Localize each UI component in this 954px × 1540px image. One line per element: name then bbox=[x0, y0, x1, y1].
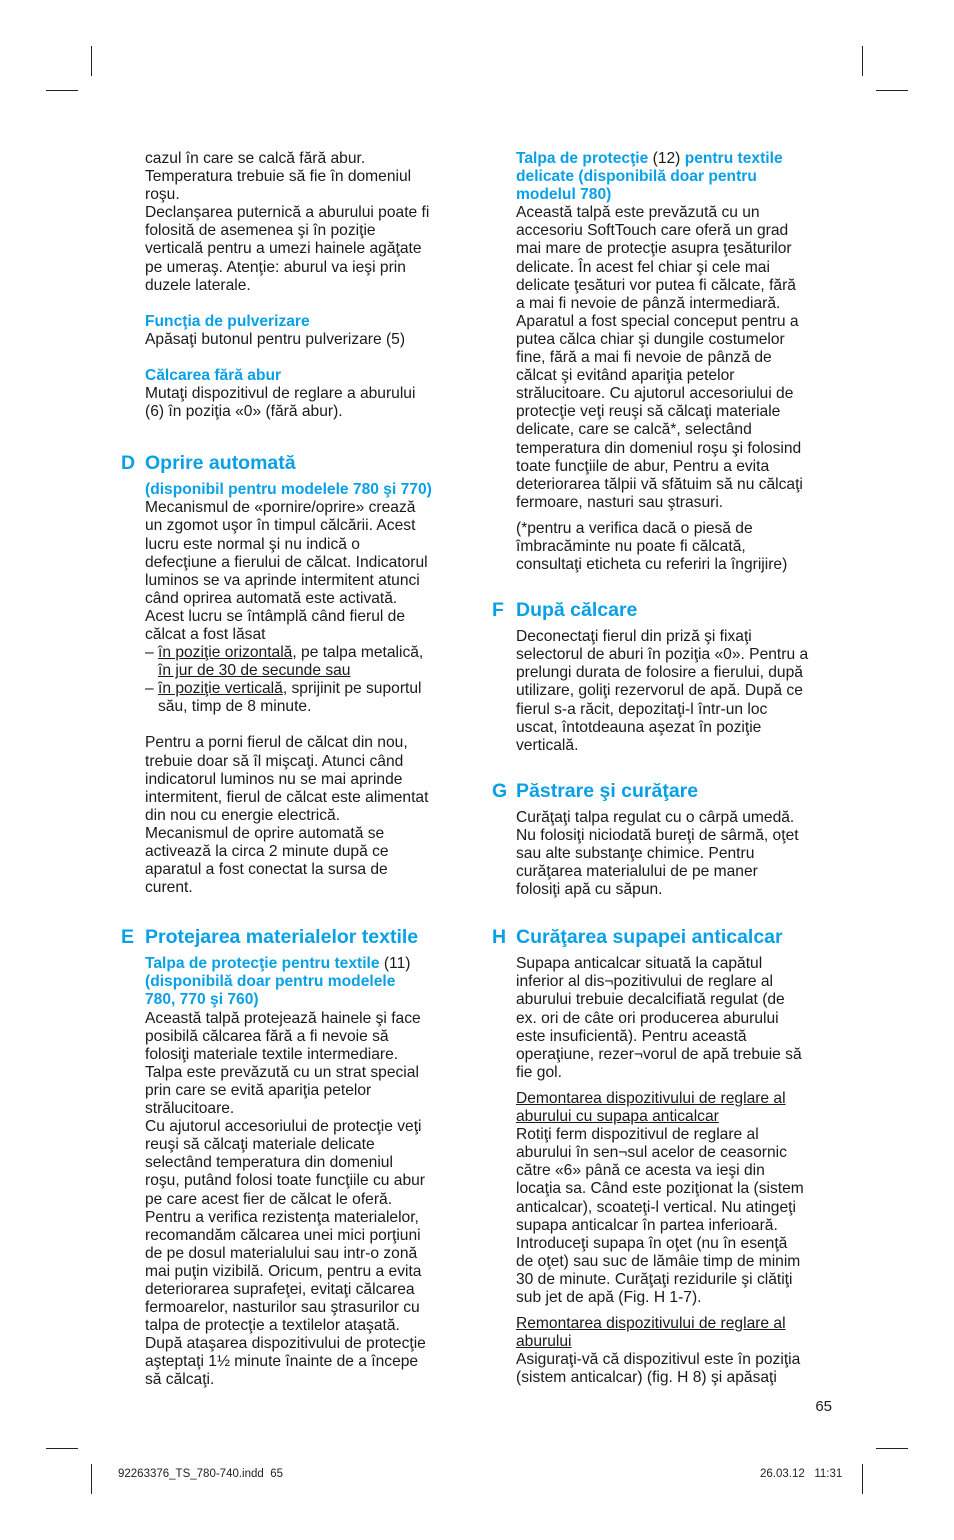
crop-mark-top-left-v bbox=[91, 46, 92, 76]
text-line: fermoarelor, nasturilor sau ştrasurilor cu bbox=[145, 1299, 420, 1317]
section-title: Curăţarea supapei anticalcar bbox=[516, 926, 783, 949]
text-line: putea călca chiar şi dungile costumelor bbox=[516, 330, 785, 348]
text-line: Deconectaţi fierul din priză şi fixaţi bbox=[516, 628, 752, 646]
crop-mark-top-right-h bbox=[876, 90, 908, 91]
subheading: delicate (disponibilă doar pentru bbox=[516, 168, 757, 186]
text-line: operaţiune, rezer¬vorul de apă trebuie să bbox=[516, 1045, 802, 1063]
text-line: este insuficientă). Pentru această bbox=[516, 1027, 747, 1045]
text-line: pe umeraş. Atenţie: aburul va ieşi prin bbox=[145, 258, 406, 276]
footer-timestamp bbox=[760, 1468, 842, 1480]
section-letter: E bbox=[121, 926, 135, 949]
text-line: fine, fără a mai fi nevoie de pânză de bbox=[516, 349, 772, 367]
text-line: folosită de asemenea şi în poziţie bbox=[145, 222, 376, 240]
text-line: sub jet de apă (Fig. H 1-7). bbox=[516, 1288, 702, 1306]
section-title: După călcare bbox=[516, 599, 638, 622]
text: , sprijinit pe suportul bbox=[282, 680, 422, 698]
text-line: când oprirea automată este activată. bbox=[145, 589, 398, 607]
list-item: – în poziţie verticală, sprijinit pe suportul său, timp de 8 minute. bbox=[145, 680, 475, 716]
text-line: delicate, care se calcă*, selectând bbox=[516, 421, 752, 439]
subheading: Talpa de protecţie bbox=[516, 150, 649, 167]
text-line: curăţarea materialului de pe maner bbox=[516, 863, 758, 881]
text-line: inferior al dis¬pozitivului de reglare al bbox=[516, 973, 773, 991]
text-line: din nou cu energie electrică. bbox=[145, 806, 341, 824]
text-line: Rotiţi ferm dispozitivul de reglare al bbox=[516, 1126, 759, 1144]
page-number: 65 bbox=[815, 1398, 832, 1415]
text-line: lucru este normal şi nu indică o bbox=[145, 535, 360, 553]
text-line: ex. ori de câte ori producerea aburului bbox=[516, 1009, 779, 1027]
section-h-body bbox=[516, 955, 846, 1082]
crop-mark-bottom-right-h bbox=[876, 1448, 908, 1449]
text-line: (*pentru a verifica dacă o piesă de bbox=[516, 519, 753, 537]
text-line: duzele laterale. bbox=[145, 276, 251, 294]
text-line: curent. bbox=[145, 879, 193, 897]
text-line: locaţia sa. Când este poziţionat la (sistem bbox=[516, 1180, 804, 1198]
text-line: călcat a fost lăsat bbox=[145, 625, 266, 643]
footer-date: 26.03.12 bbox=[760, 1468, 805, 1480]
crop-mark-bottom-right-v bbox=[862, 1464, 863, 1494]
text-line: consultaţi eticheta cu referiri la îngrijire) bbox=[516, 556, 788, 574]
underlined-subheading: Demontarea dispozitivului de reglare al bbox=[516, 1089, 786, 1107]
section-e-body bbox=[145, 1010, 475, 1390]
text-line: fierul s-a răcit, depozitaţi-l într-un loc bbox=[516, 700, 768, 718]
footer-page: 65 bbox=[270, 1468, 283, 1480]
section-title: Protejarea materialelor textile bbox=[145, 926, 419, 949]
text-line: delicate. În acest fel chiar şi cele mai bbox=[516, 258, 770, 276]
text-line: După ataşarea dispozitivului de protecţie bbox=[145, 1335, 426, 1353]
text-line: Temperatura trebuie să fie în domeniul bbox=[145, 168, 412, 186]
footer-file bbox=[118, 1468, 283, 1480]
underlined-subheading: aburului cu supapa anticalcar bbox=[516, 1108, 719, 1126]
reference-number: (12) bbox=[648, 150, 685, 167]
section-e-heading bbox=[121, 925, 475, 949]
text-line: protecţie veţi reuşi să călcaţi materiale bbox=[516, 403, 781, 421]
section-title: Păstrare şi curăţare bbox=[516, 779, 699, 802]
spray-heading: Funcţia de pulverizare bbox=[145, 312, 310, 330]
text-line: strălucitoare. Cu ajutorul accesoriului de bbox=[516, 385, 794, 403]
section-f-body bbox=[516, 628, 846, 755]
section-letter: H bbox=[492, 926, 507, 949]
reference-number: (11) bbox=[379, 955, 411, 973]
text-line: selectând temperatura din domeniul bbox=[145, 1154, 393, 1172]
text-line: de pe dosul materialului sau intr-o zonă bbox=[145, 1244, 418, 1262]
text-line: verticală pentru a umezi hainele agăţate bbox=[145, 240, 422, 258]
text-line: uscat, întotdeauna aşezat în poziţie bbox=[516, 718, 762, 736]
text-line: pe care acest fier de călcat le oferă. bbox=[145, 1190, 393, 1208]
text-line: delicate ţesături vor putea fi călcate, fără bbox=[516, 276, 796, 294]
text-line: accesoriu SoftTouch care oferă un grad bbox=[516, 222, 789, 240]
section-g-heading bbox=[492, 779, 846, 803]
dismount-body bbox=[516, 1126, 846, 1307]
underlined-subheading: aburului bbox=[516, 1333, 572, 1351]
text-line: Această talpă este prevăzută cu un bbox=[516, 204, 760, 222]
section-f-heading bbox=[492, 598, 846, 622]
text-line: sau alte substanţe chimice. Pentru bbox=[516, 845, 755, 862]
text-line: Mecanismul de «pornire/oprire» crează bbox=[145, 499, 416, 517]
section-g-body bbox=[516, 809, 846, 899]
text-line: Această talpă protejează hainele şi face bbox=[145, 1009, 421, 1027]
text-line: Curăţaţi talpa regulat cu o cârpă umedă. bbox=[516, 808, 795, 826]
text-line: Introduceţi supapa în oţet (nu în esenţă bbox=[516, 1234, 788, 1252]
crop-mark-top-right-v bbox=[862, 46, 863, 76]
section-d-heading bbox=[121, 451, 475, 475]
text-line: să călcaţi. bbox=[145, 1371, 215, 1389]
left-column bbox=[121, 150, 475, 1390]
underlined-text: în poziţie verticală bbox=[158, 680, 283, 698]
text-line: un zgomot uşor în timpul călcării. Acest bbox=[145, 517, 416, 535]
text-line: toate funcţiile de abur, Pentru a evita bbox=[516, 457, 770, 475]
subheading: modelul 780) bbox=[516, 186, 612, 204]
underlined-subheading: Remontarea dispozitivului de reglare al bbox=[516, 1315, 786, 1333]
subheading: (disponibilă doar pentru modelele bbox=[145, 973, 396, 991]
text-line: deteriorarea tălpii vă sfătuim să nu călcaţi bbox=[516, 475, 803, 493]
spray-text: Apăsaţi butonul pentru pulverizare (5) bbox=[145, 330, 406, 348]
text-line: roşu, putând folosi toate funcţiile cu abur bbox=[145, 1172, 425, 1190]
text-line: temperatura din domeniul roşu şi folosind bbox=[516, 439, 802, 457]
crop-mark-top-left-h bbox=[46, 90, 78, 91]
text-line: cazul în care se calcă fără abur. bbox=[145, 150, 366, 167]
text: , pe talpa metalică, bbox=[292, 644, 424, 662]
text-line: indicatorul luminos nu se mai aprinde bbox=[145, 770, 403, 788]
text-line: fie gol. bbox=[516, 1063, 562, 1081]
text-line: supapa anticalcar în partea inferioară. bbox=[516, 1216, 778, 1234]
section-title: Oprire automată bbox=[145, 452, 296, 475]
text-line: recomandăm călcarea unei mici porţiuni bbox=[145, 1226, 421, 1244]
text-line: (sistem anticalcar) (fig. H 8) şi apăsaţi bbox=[516, 1369, 777, 1387]
section-d-subheading: (disponibil pentru modelele 780 şi 770) bbox=[145, 481, 432, 499]
text-line: către «6» până ce acesta va ieşi din bbox=[516, 1162, 765, 1180]
text-line: Nu folosiţi niciodată bureţi de sârmă, oţet bbox=[516, 826, 799, 844]
text-line: folosiţi apă cu săpun. bbox=[516, 881, 663, 899]
dry-ironing-heading: Călcarea fără abur bbox=[145, 366, 282, 384]
text-line: talpa de protecţie a textilelor ataşată. bbox=[145, 1317, 400, 1335]
text-line: fermoare, nasturi sau ştrasuri. bbox=[516, 493, 724, 511]
text-line: verticală. bbox=[516, 736, 579, 754]
text-line: posibilă călcarea fără a fi nevoie să bbox=[145, 1027, 389, 1045]
footer-filename: 92263376_TS_780-740.indd bbox=[118, 1468, 264, 1480]
text-line: defecţiune a fierului de călcat. Indicatorul bbox=[145, 553, 428, 571]
text-line: aburului în sen¬sul acelor de ceasornic bbox=[516, 1144, 787, 1162]
text-line: prelungi durata de folosire a fierului, după bbox=[516, 664, 803, 682]
restart-paragraph bbox=[145, 734, 475, 897]
text-line: Aparatul a fost special conceput pentru a bbox=[516, 312, 799, 330]
subheading: Talpa de protecţie pentru textile bbox=[145, 955, 380, 973]
crop-mark-bottom-left-v bbox=[91, 1464, 92, 1494]
text-line: trebuie doar să îl mişcaţi. Atunci când bbox=[145, 752, 404, 770]
text-line: Declanşarea puternică a aburului poate fi bbox=[145, 204, 430, 222]
crop-mark-bottom-left-h bbox=[46, 1448, 78, 1449]
footer-time: 11:31 bbox=[814, 1468, 843, 1480]
text-line: Cu ajutorul accesoriului de protecţie veţi bbox=[145, 1118, 422, 1136]
text-line: Supapa anticalcar situată la capătul bbox=[516, 955, 763, 973]
text-line: a mai fi nevoie de pânză intermediară. bbox=[516, 294, 781, 312]
text-line: Talpa este prevăzută cu un strat special bbox=[145, 1063, 419, 1081]
underlined-text: în poziţie orizontală bbox=[158, 644, 293, 662]
text-line: îmbracăminte nu poate fi călcată, bbox=[516, 537, 746, 555]
softtouch-body bbox=[516, 204, 846, 512]
list-item: – în poziţie orizontală, pe talpa metalică, în jur de 30 de secunde sau bbox=[145, 644, 475, 680]
text-line: mai mare de protecţie asupra ţesăturilor bbox=[516, 240, 792, 258]
text-line: Asiguraţi-vă că dispozitivul este în poziţia bbox=[516, 1351, 801, 1369]
text-line: roşu. bbox=[145, 186, 180, 204]
text-line: folosiţi materiale textile intermediare. bbox=[145, 1045, 399, 1063]
right-column bbox=[492, 150, 846, 1387]
text-line: selectorul de aburi în poziţia «0». Pentru a bbox=[516, 646, 809, 664]
text-line: Mecanismul de oprire automată se bbox=[145, 824, 385, 842]
text-line: intermitent, fierul de călcat este alimentat bbox=[145, 788, 429, 806]
text-line: mai puţin vizibilă. Oricum, pentru a evita bbox=[145, 1262, 422, 1280]
text-line: activează la circa 2 minute după ce bbox=[145, 843, 389, 860]
text-line: Acest lucru se întâmplă când fierul de bbox=[145, 607, 406, 625]
care-label-note bbox=[516, 520, 846, 574]
text-line: de oţet) sau suc de lămâie timp de minim bbox=[516, 1252, 801, 1270]
text-line: călcat şi evitând apariţia petelor bbox=[516, 367, 735, 385]
text-line: 30 de minute. Curăţaţi rezidurile şi clătiţi bbox=[516, 1270, 793, 1288]
text-line: utilizare, goliţi rezervorul de apă. După ce bbox=[516, 682, 803, 700]
text-line: (6) în poziţia «0» (fără abur). bbox=[145, 403, 343, 421]
text-line: strălucitoare. bbox=[145, 1100, 235, 1118]
section-letter: G bbox=[492, 779, 508, 802]
text-line: aburului trebuie decalcifiată regulat (de bbox=[516, 991, 785, 1009]
section-h-heading bbox=[492, 925, 846, 949]
text-line: luminos se va aprinde intermitent atunci bbox=[145, 571, 420, 589]
text-line: Mutaţi dispozitivul de reglare a aburului bbox=[145, 385, 416, 403]
text-line: aşteptaţi 1½ minute înainte de a începe bbox=[145, 1353, 419, 1371]
text-line: în jur de 30 de secunde sau bbox=[158, 662, 351, 680]
subheading: 780, 770 şi 760) bbox=[145, 991, 259, 1009]
intro-paragraph bbox=[145, 150, 475, 295]
section-letter: F bbox=[492, 599, 504, 622]
text-line: reuşi să călcaţi materiale delicate bbox=[145, 1136, 375, 1154]
text-line: aparatul a fost conectat la sursa de bbox=[145, 861, 388, 879]
text-line: prin care se evită apariţia petelor bbox=[145, 1081, 372, 1099]
text-line: Pentru a verifica rezistenţa materialelor, bbox=[145, 1208, 419, 1226]
text-line: său, timp de 8 minute. bbox=[158, 698, 312, 716]
text-line: Pentru a porni fierul de călcat din nou, bbox=[145, 734, 408, 752]
text-line: anticalcar), scoateţi-l vertical. Nu atingeţi bbox=[516, 1198, 796, 1216]
text-line: deteriorarea suprafeţei, evitaţi călcarea bbox=[145, 1280, 415, 1298]
section-letter: D bbox=[121, 452, 136, 475]
subheading: pentru textile bbox=[684, 150, 783, 167]
